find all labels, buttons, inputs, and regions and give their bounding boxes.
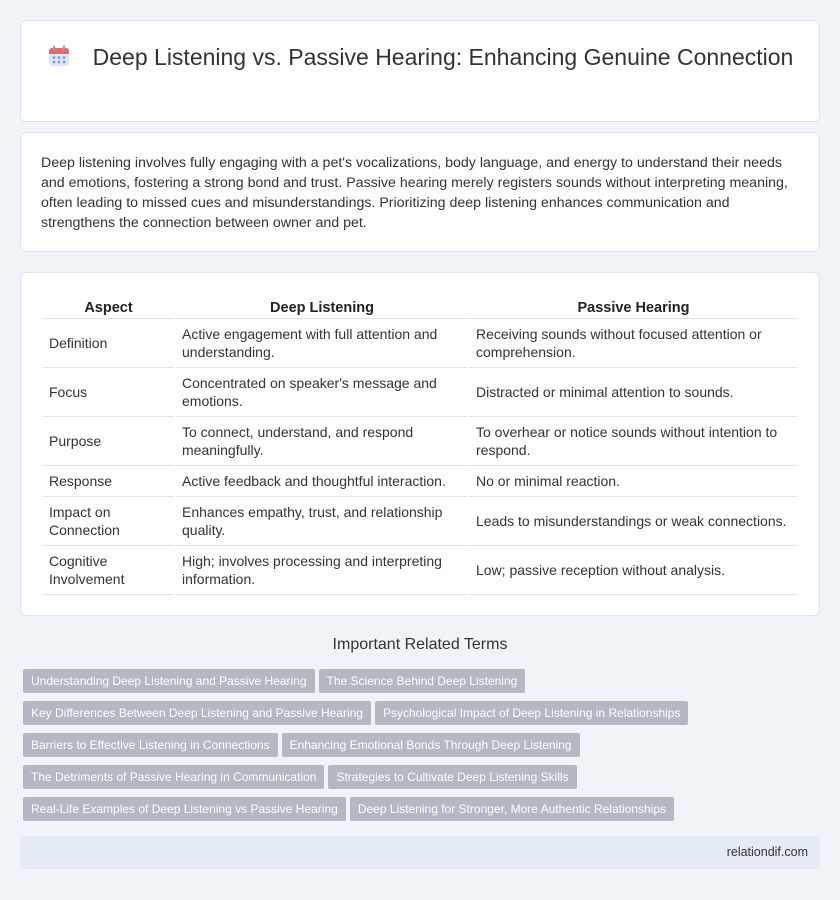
intro-card xyxy=(20,132,820,252)
table-cell: Concentrated on speaker's message and emotions. xyxy=(176,368,468,417)
related-terms-list xyxy=(23,669,823,829)
tag-row xyxy=(23,797,823,829)
table-cell: No or minimal reaction. xyxy=(470,466,797,497)
table-cell: Active engagement with full attention and understanding. xyxy=(176,319,468,368)
footer-site-link[interactable]: relationdif.com xyxy=(726,845,808,859)
table-cell: Purpose xyxy=(43,417,174,466)
tag-row xyxy=(23,765,823,797)
footer xyxy=(20,836,820,869)
table-cell: Enhances empathy, trust, and relationship quality. xyxy=(176,497,468,546)
table-cell: Definition xyxy=(43,319,174,368)
table-cell: Response xyxy=(43,466,174,497)
table-row xyxy=(43,546,797,595)
table-cell: Impact on Connection xyxy=(43,497,174,546)
table-cell: Focus xyxy=(43,368,174,417)
comparison-card xyxy=(20,272,820,616)
table-row xyxy=(43,466,797,497)
page-title xyxy=(47,43,794,71)
related-term-tag[interactable]: Strategies to Cultivate Deep Listening Skills xyxy=(328,765,576,789)
table-row xyxy=(43,417,797,466)
tag-row xyxy=(23,733,823,765)
header-deep-listening: Deep Listening xyxy=(176,293,468,319)
table-row xyxy=(43,497,797,546)
related-terms-title: Important Related Terms xyxy=(332,636,508,653)
related-term-tag[interactable]: The Science Behind Deep Listening xyxy=(319,669,526,693)
table-cell: Low; passive reception without analysis. xyxy=(470,546,797,595)
related-term-tag[interactable]: Psychological Impact of Deep Listening in Relationships xyxy=(375,701,689,725)
header xyxy=(21,43,819,71)
related-term-tag[interactable]: Enhancing Emotional Bonds Through Deep Listening xyxy=(282,733,580,757)
table-cell: Active feedback and thoughtful interaction. xyxy=(176,466,468,497)
related-term-tag[interactable]: Understanding Deep Listening and Passive Hearing xyxy=(23,669,315,693)
table-row xyxy=(43,368,797,417)
calendar-icon xyxy=(47,44,71,68)
related-term-tag[interactable]: Deep Listening for Stronger, More Authentic Relationships xyxy=(350,797,674,821)
header-passive-hearing: Passive Hearing xyxy=(470,293,797,319)
tag-row xyxy=(23,701,823,733)
table-row xyxy=(43,319,797,368)
header-card xyxy=(20,20,820,122)
table-cell: Receiving sounds without focused attention or comprehension. xyxy=(470,319,797,368)
header-aspect: Aspect xyxy=(43,293,174,319)
related-term-tag[interactable]: Barriers to Effective Listening in Connections xyxy=(23,733,278,757)
comparison-table xyxy=(41,293,799,595)
table-cell: High; involves processing and interpreting information. xyxy=(176,546,468,595)
page-title-text: Deep Listening vs. Passive Hearing: Enhancing Genuine Connection xyxy=(92,44,794,70)
table-cell: To overhear or notice sounds without intention to respond. xyxy=(470,417,797,466)
related-term-tag[interactable]: The Detriments of Passive Hearing in Communication xyxy=(23,765,324,789)
related-term-tag[interactable]: Key Differences Between Deep Listening and Passive Hearing xyxy=(23,701,371,725)
intro-paragraph: Deep listening involves fully engaging with a pet's vocalizations, body language, and energy to understand their needs and emotions, fostering a strong bond and trust. Passive hearing merely registers sounds without interpreting meaning, often leading to missed cues and misunderstandings. Prioritizing deep listening enhances communication and strengthens the connection between owner and pet. xyxy=(41,155,788,231)
table-cell: Cognitive Involvement xyxy=(43,546,174,595)
tag-row xyxy=(23,669,823,701)
table-cell: Distracted or minimal attention to sounds. xyxy=(470,368,797,417)
table-header-row xyxy=(43,293,797,319)
table-cell: To connect, understand, and respond meaningfully. xyxy=(176,417,468,466)
table-cell: Leads to misunderstandings or weak connections. xyxy=(470,497,797,546)
related-term-tag[interactable]: Real-Life Examples of Deep Listening vs Passive Hearing xyxy=(23,797,346,821)
